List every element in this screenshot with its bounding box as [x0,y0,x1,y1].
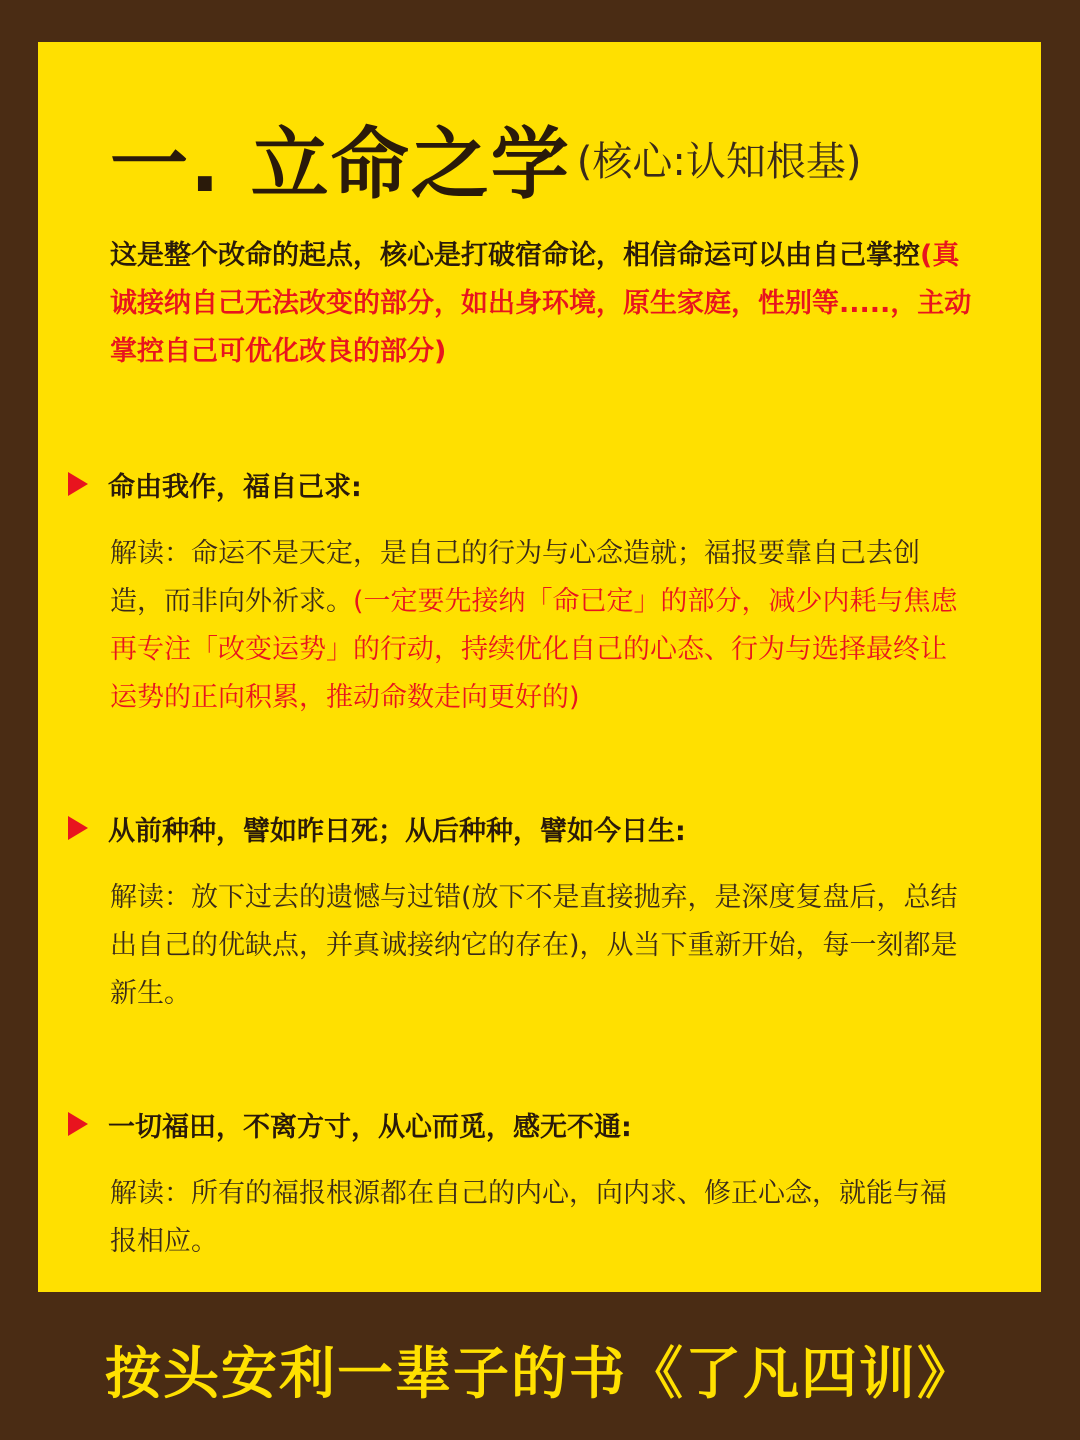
title-subtitle: (核心:认知根基) [576,138,862,185]
section-heading-text: 从前种种，譬如昨日死；从后种种，譬如今日生: [108,815,686,847]
footer-banner: 按头安利一辈子的书《了凡四训》 [105,1342,975,1407]
intro-paragraph [110,232,972,376]
section-heading [68,804,978,852]
section-body-highlight: (一定要先接纳「命已定」的部分，减少内耗与焦虑再专注「改变运势」的行动，持续优化自己的心态、行为与选择最终让运势的正向积累，推动命数走向更好的) [110,586,958,713]
triangle-right-icon [68,472,88,496]
section-body-text: 解读：命运不是天定，是自己的行为与心念造就；福报要靠自己去创造，而非向外祈求。 [110,538,920,617]
section-heading-text: 命由我作，福自己求: [108,471,362,503]
content-card [38,42,1041,1292]
section-body-text: 解读：所有的福报根源都在自己的内心，向内求、修正心念，就能与福报相应。 [110,1178,947,1257]
section-body [110,1170,972,1266]
section-heading-text: 一切福田，不离方寸，从心而觅，感无不通: [108,1111,632,1143]
section-heading [68,1100,978,1148]
page-title [110,102,990,214]
section-heading [68,460,978,508]
intro-highlight: (真诚接纳自己无法改变的部分，如出身环境，原生家庭，性别等.....，主动掌控自己可优化改良的部分) [110,240,972,367]
section-body [110,874,972,1018]
triangle-right-icon [68,816,88,840]
title-main: 一. 立命之学 [110,120,571,210]
intro-text: 这是整个改命的起点，核心是打破宿命论，相信命运可以由自己掌控 [110,240,920,271]
triangle-right-icon [68,1112,88,1136]
section-2 [68,804,978,1018]
section-1 [68,460,978,722]
section-3 [68,1100,978,1266]
section-body-text: 解读：放下过去的遗憾与过错(放下不是直接抛弃，是深度复盘后，总结出自己的优缺点，并真诚接纳它的存在)，从当下重新开始，每一刻都是新生。 [110,882,958,1009]
section-body [110,530,972,722]
